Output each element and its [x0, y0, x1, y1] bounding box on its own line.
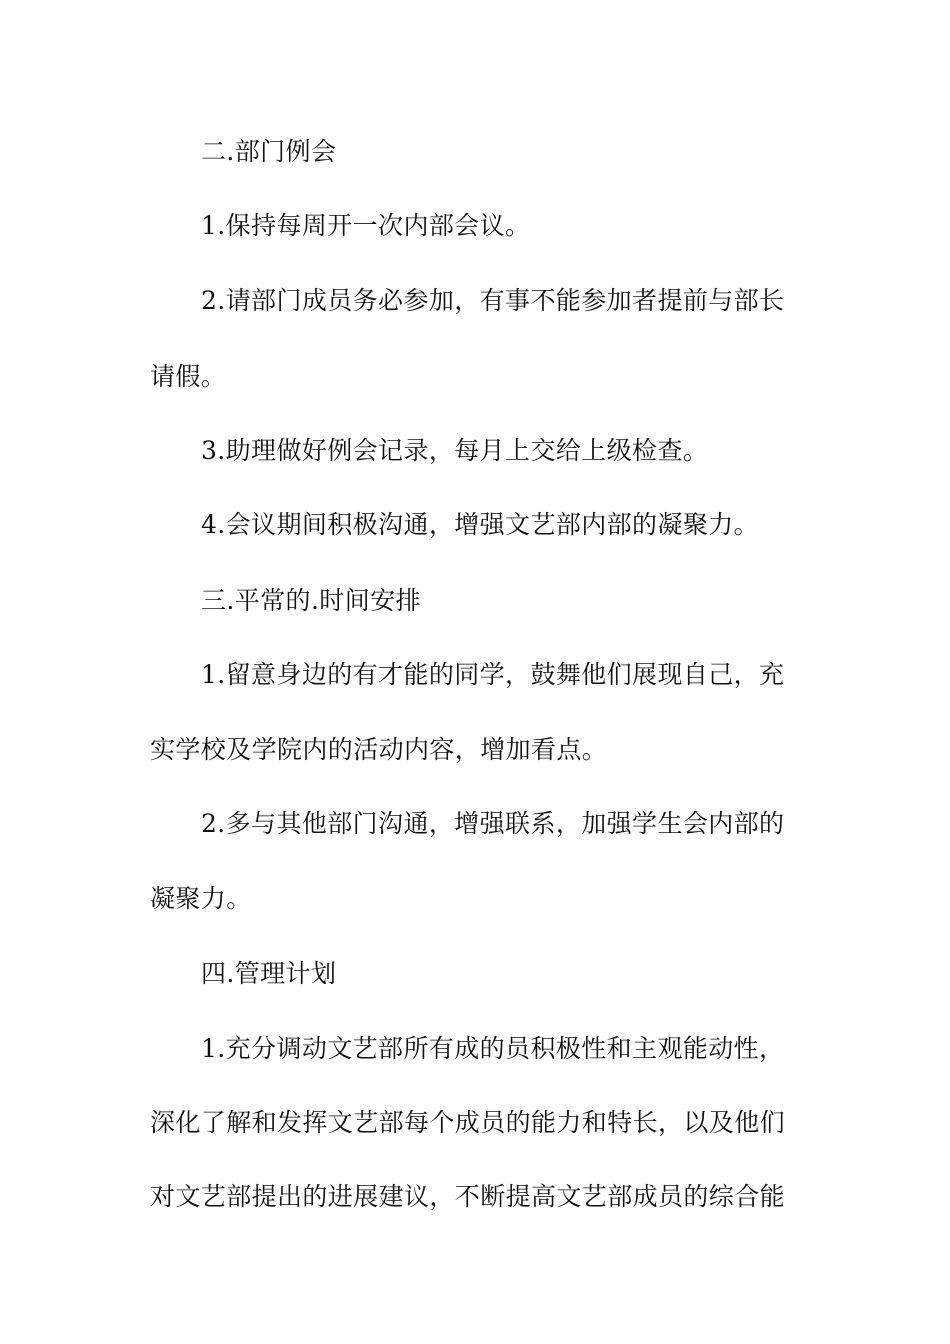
- paragraph-line: 1.留意身边的有才能的同学，鼓舞他们展现自己，充: [201, 660, 785, 689]
- paragraph-line: 4.会议期间积极沟通，增强文艺部内部的凝聚力。: [201, 510, 760, 539]
- paragraph-line: 2.多与其他部门沟通，增强联系，加强学生会内部的: [201, 809, 785, 838]
- section-heading-management: 四.管理计划: [201, 959, 337, 988]
- section-heading-schedule: 三.平常的.时间安排: [201, 586, 421, 615]
- paragraph-line: 对文艺部提出的进展建议，不断提高文艺部成员的综合能: [150, 1182, 786, 1211]
- paragraph-line: 1.充分调动文艺部所有成的员积极性和主观能动性，: [201, 1034, 785, 1063]
- paragraph-line: 深化了解和发挥文艺部每个成员的能力和特长，以及他们: [150, 1108, 786, 1137]
- paragraph-line: 实学校及学院内的活动内容，增加看点。: [150, 735, 608, 764]
- paragraph-line: 1.保持每周开一次内部会议。: [201, 211, 531, 240]
- paragraph-line: 2.请部门成员务必参加，有事不能参加者提前与部长: [201, 286, 785, 315]
- section-heading-meetings: 二.部门例会: [201, 137, 337, 166]
- paragraph-line: 3.助理做好例会记录，每月上交给上级检查。: [201, 436, 709, 465]
- paragraph-line: 请假。: [150, 362, 227, 391]
- paragraph-line: 凝聚力。: [150, 884, 252, 913]
